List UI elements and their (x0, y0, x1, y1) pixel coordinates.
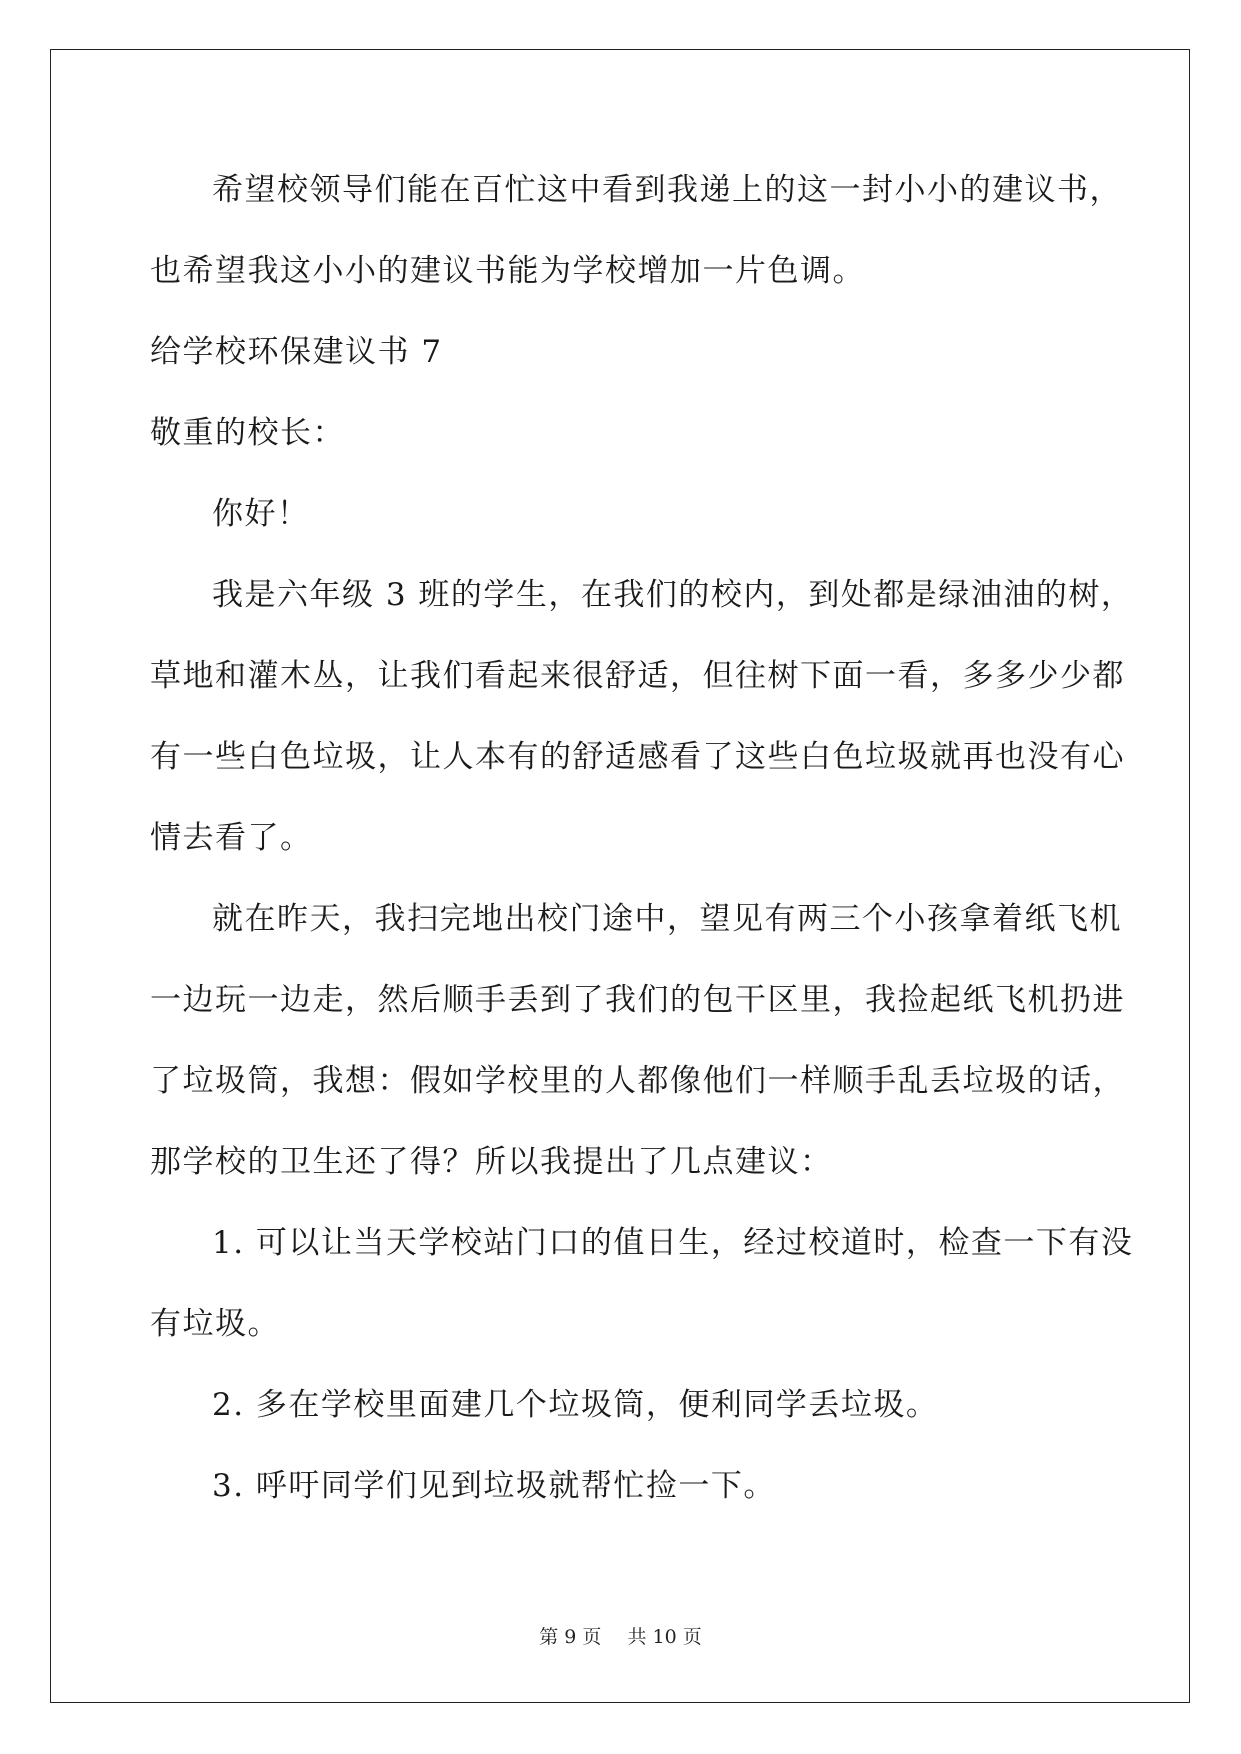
paragraph-line: 我是六年级 3 班的学生，在我们的校内，到处都是绿油油的树， (212, 577, 1134, 613)
paragraph-line: 情去看了。 (150, 820, 313, 856)
section-heading: 给学校环保建议书 7 (150, 334, 443, 370)
paragraph-line: 一边玩一边走，然后顺手丢到了我们的包干区里，我捡起纸飞机扔进 (150, 982, 1125, 1018)
page-number-total: 共 10 页 (627, 1626, 702, 1648)
page-footer (0, 1622, 1241, 1649)
paragraph-line: 草地和灌木丛，让我们看起来很舒适，但往树下面一看，多多少少都 (150, 658, 1125, 694)
greeting: 你好！ (212, 496, 310, 532)
paragraph-line: 希望校领导们能在百忙这中看到我递上的这一封小小的建议书， (212, 172, 1122, 208)
suggestion-item: 2. 多在学校里面建几个垃圾筒，便利同学丢垃圾。 (212, 1387, 939, 1423)
suggestion-item: 3. 呼吁同学们见到垃圾就帮忙捡一下。 (212, 1468, 776, 1504)
paragraph-line: 那学校的卫生还了得？所以我提出了几点建议： (150, 1144, 833, 1180)
suggestion-item-continued: 有垃圾。 (150, 1306, 280, 1342)
salutation: 敬重的校长： (150, 415, 345, 451)
paragraph-line: 有一些白色垃圾，让人本有的舒适感看了这些白色垃圾就再也没有心 (150, 739, 1125, 775)
paragraph-line: 也希望我这小小的建议书能为学校增加一片色调。 (150, 253, 865, 289)
page-number-current: 第 9 页 (539, 1626, 602, 1648)
suggestion-item: 1. 可以让当天学校站门口的值日生，经过校道时，检查一下有没 (212, 1225, 1134, 1261)
document-body (150, 150, 1134, 1527)
paragraph-line: 就在昨天，我扫完地出校门途中，望见有两三个小孩拿着纸飞机 (212, 901, 1122, 937)
paragraph-line: 了垃圾筒，我想：假如学校里的人都像他们一样顺手乱丢垃圾的话， (150, 1063, 1125, 1099)
